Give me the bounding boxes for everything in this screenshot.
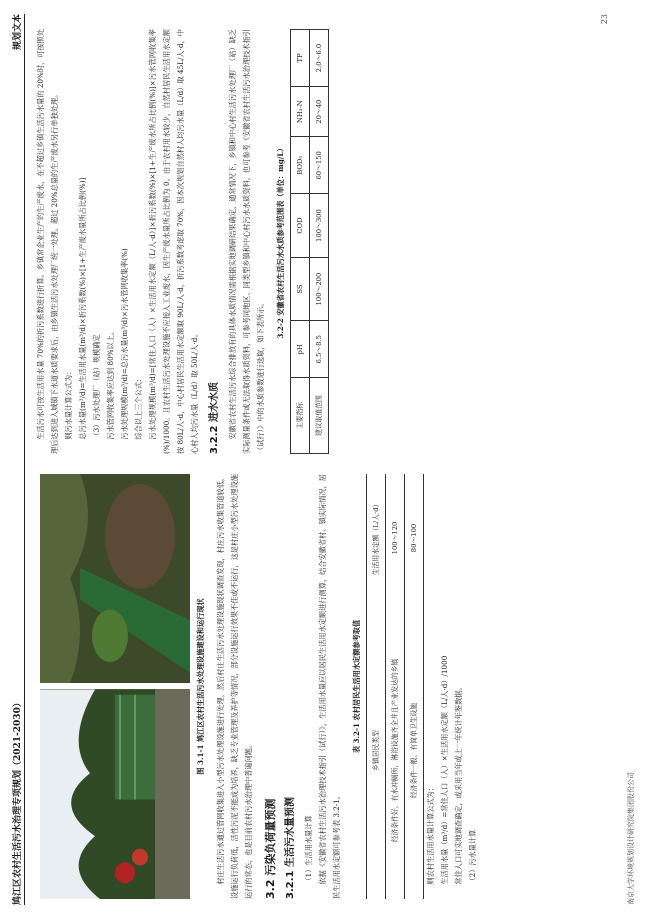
table-header-cell: 生活用水定额（L/人·d） [367, 474, 386, 602]
paragraph: 则污水量计算公式为： [64, 367, 73, 440]
table-header-cell: TP [291, 30, 310, 87]
header-rule [24, 14, 25, 905]
paragraph: 常住人口可实地调查确定，或采用当年或上一年统计年鉴数据。 [454, 683, 463, 885]
table-header-cell: SS [291, 257, 310, 321]
paragraph: 综合以上三个公式： [134, 374, 143, 440]
table-row [405, 474, 424, 899]
right-column [34, 29, 329, 454]
water-quality-table [290, 29, 329, 454]
formula: 总污水量(m³/d)=生活用水量(m³/d)×折污系数(%)×[1+生产废水量所占比例(%)] [78, 177, 87, 440]
table-header-cell: BOD₅ [291, 137, 310, 194]
table-cell: 20～40 [310, 86, 329, 136]
table-cell: 建议取值范围 [310, 378, 329, 454]
table-header-cell: pH [291, 321, 310, 378]
table-header-cell: NH₃-N [291, 86, 310, 136]
page-number: 23 [600, 14, 609, 25]
paragraph: 安徽省农村生活污水综合排放有的具体水质情况需根据实地调研结果确定，通常情况下，乡镇和中心村生活污水处理厂（站）缺乏实际测量条件或无法取得水质资料，可参考同地区、同类型乡镇和中心村污水水质资料，也可参考《安徽省农村生活污水治理技术指引（试行）》中的水质参数进行选取，如下表所示。 [228, 29, 265, 454]
paragraph: 则农村生活用水量计算公式为： [426, 783, 435, 885]
table-cell: 60～150 [310, 137, 329, 194]
table-header-cell: 乡镇居民类型 [367, 602, 386, 899]
paragraph: 生活污水可按生活用水量 70%的折污系数进行折算。乡镇常企业生产的生产废水，在不超过乡镇生活污水量的 20%时，可按照处理后达到进入城镇下水道水质要求后，由乡镇生活污水处理厂统一处理。超过 20%总量的生产废水另行单独处理。 [36, 29, 59, 454]
paragraph: 污水处理规模(m³/d)=[常住人口（人）×生活用水定额（L/人·d）]×折污系数(%)×[1+生产废水所占比例(%)]×污水管网收集率(%)/1000。且农村生活污水处理设施不应接入工业废水，因生产废水量所占比例为 0。由于农村用水较少，自然村居民生活用水定额按 80L/人·d，中心村居民生活用水定额取 90L/人·d，折污系数考虑取 70%，因本次规划自然村人均污水量（L/d）取 45L/人·d，中心村人均污水量（L/d）取 50L/人·d。 [148, 29, 199, 454]
list-item: （2）污水量计算 [468, 829, 477, 885]
left-column [34, 474, 480, 899]
table-cell: 100～300 [310, 194, 329, 258]
figure-caption: 图 3.1-1 鸠江区农村生活污水处理设施建设和运行现状 [196, 598, 205, 775]
formula: 污水处理规模(m³/d)=总污水量(m³/d)×污水管网收集率(%) [120, 248, 129, 440]
header-title: 鸠江区农村生活污水治理专项规划（2021-2030） [13, 698, 23, 905]
section-heading: 3.2 污染负荷量预测 [264, 798, 277, 899]
table-cell: 100～200 [310, 257, 329, 321]
footer-org: 南京大学环境规划设计研究院集团股份公司 [627, 772, 635, 905]
water-quota-table [366, 474, 424, 899]
paragraph: 村庄生活污水通过管网收集进入小型污水处理设施进行处理，然后村庄生活污水处理设施现状调查发现，村庄污水收集管道较低，设施运行负荷低，活性污泥不能成为培养，缺乏专业管理及养护等情况，部分设施运行效果不佳或不运行，这是村庄小型污水处理设施运行的常态，也是目前农村污水治理中普遍问题。 [216, 474, 253, 899]
subsection-heading: 3.2.2 进水水质 [209, 382, 220, 454]
paragraph: 污水管网收集率应达到 80%以上。 [106, 327, 115, 440]
header-doc-type: 规划文本 [13, 14, 23, 51]
table-row [310, 30, 329, 454]
photo-pipeline-garden [40, 474, 190, 684]
table-row [386, 474, 405, 899]
table-header-cell: 主要指标 [291, 378, 310, 454]
formula: 生活用水量（m³/d）=常住人口（人）×生活用水定额（L/人·d）/1000 [440, 655, 449, 885]
paragraph: 依据《安徽省农村生活污水治理技术指引（试行）》，生活用水量应以居民生活用水定额进行测算，结合安徽省村、镇实际情况，居民生活用水定额可参考表 3.2-1。 [318, 474, 341, 899]
table-cell: 经济条件好，有水冲厕所，淋浴设施齐全并且产业发达的乡镇 [386, 602, 405, 899]
table-cell: 100～120 [386, 474, 405, 602]
table-header-cell: COD [291, 194, 310, 258]
table-cell: 2.0～6.0 [310, 30, 329, 87]
table-cell: 6.5～8.5 [310, 321, 329, 378]
table-header-row [291, 30, 310, 454]
list-item: （3）污水处理厂（站）规模确定 [92, 334, 101, 440]
table-header-row [367, 474, 386, 899]
list-item: （1）生活用水量计算 [304, 815, 313, 885]
subsection-heading: 3.2.1 生活污水量预测 [285, 797, 296, 899]
table-caption: 表 3.2-1 农村居民生活用水定额参考取值 [352, 619, 361, 754]
photo-treatment-facility [40, 690, 190, 900]
table-cell: 80～100 [405, 474, 424, 602]
figure-photos [40, 474, 190, 899]
table-cell: 经济条件一般，有简单卫生设施 [405, 602, 424, 899]
table-caption: 3.2-2 安徽省农村生活污水水质参考范围表（单位：mg/L） [276, 144, 285, 339]
